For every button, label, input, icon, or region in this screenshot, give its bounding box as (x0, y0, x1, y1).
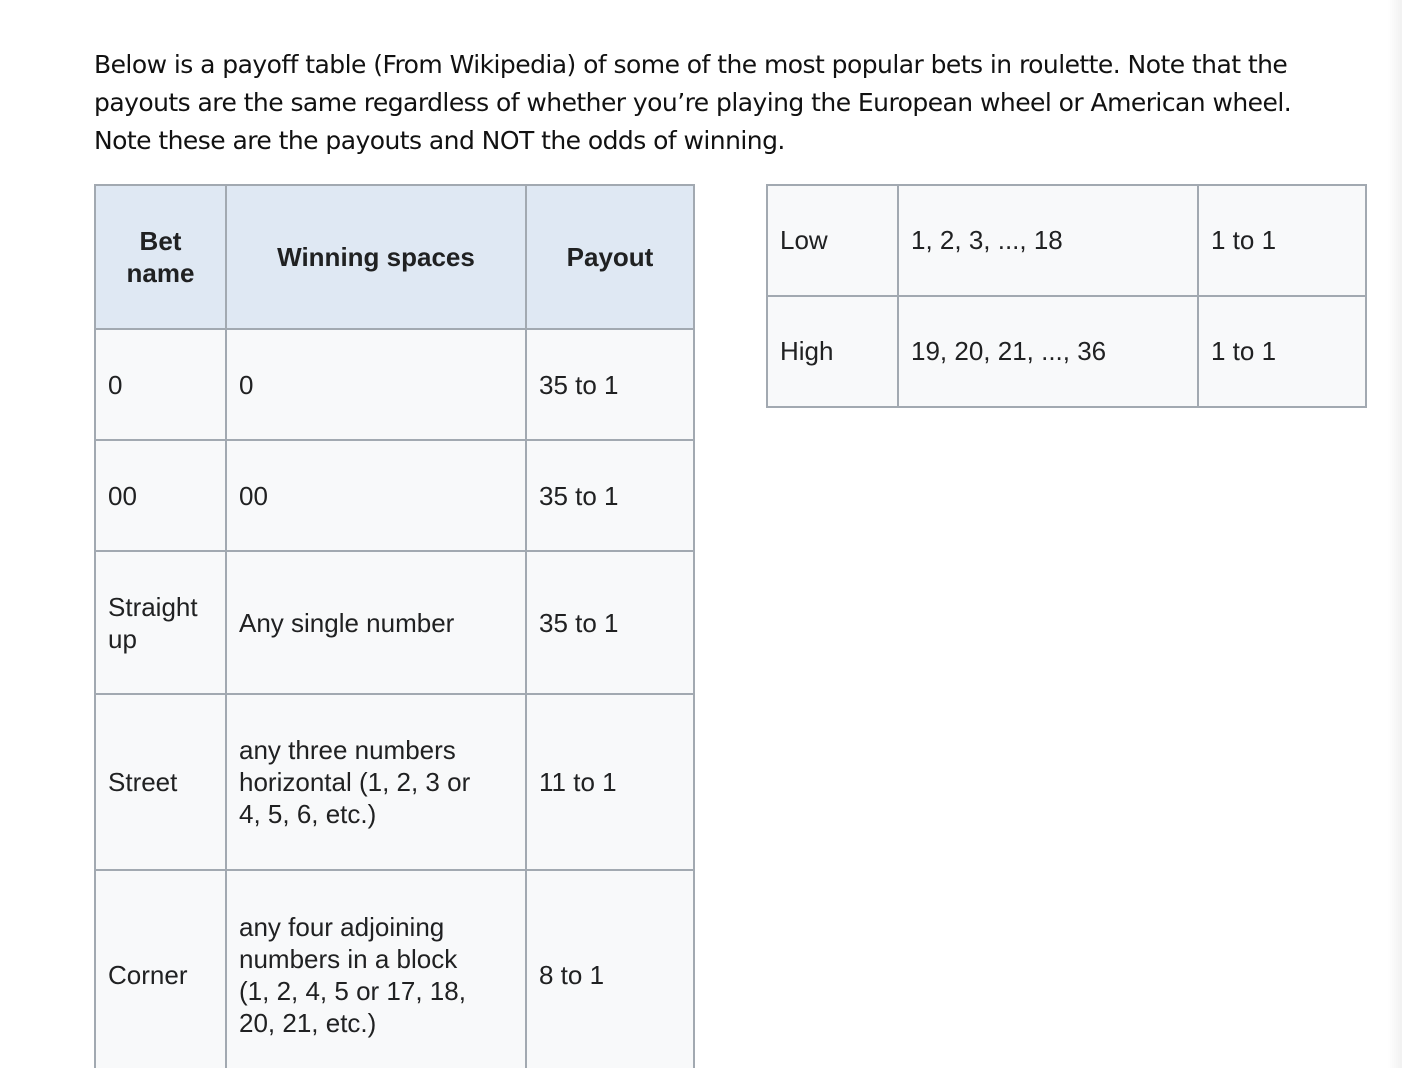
intro-line: Note these are the payouts and NOT the odds of winning. (94, 126, 785, 155)
table-row (767, 185, 1366, 296)
header-payout: Payout (526, 185, 694, 329)
winning-spaces-cell: 00 (226, 440, 526, 551)
winning-spaces-cell: any three numbers horizontal (1, 2, 3 or 4, 5, 6, etc.) (226, 694, 526, 870)
winning-spaces-cell: Any single number (226, 551, 526, 694)
header-winning-spaces: Winning spaces (226, 185, 526, 329)
bet-name-cell: Street (95, 694, 226, 870)
bet-name-cell: Straight up (95, 551, 226, 694)
payout-cell: 35 to 1 (526, 440, 694, 551)
winning-spaces-cell: 0 (226, 329, 526, 440)
intro-paragraph (94, 46, 1324, 160)
table-row (95, 440, 694, 551)
payoff-table-continued (766, 184, 1367, 408)
bet-name-cell: 0 (95, 329, 226, 440)
payout-cell: 1 to 1 (1198, 185, 1366, 296)
bet-name-cell: Low (767, 185, 898, 296)
payoff-table (94, 184, 695, 1068)
table-row (95, 694, 694, 870)
header-bet-name: Bet name (95, 185, 226, 329)
page-edge-shade (1388, 0, 1402, 1068)
intro-line: Below is a payoff table (From Wikipedia) of some of the most popular bets in roulette. Note that the (94, 50, 1288, 79)
winning-spaces-cell: any four adjoining numbers in a block (1, 2, 4, 5 or 17, 18, 20, 21, etc.) (226, 870, 526, 1068)
table-row (95, 551, 694, 694)
payout-cell: 35 to 1 (526, 551, 694, 694)
table-row (95, 870, 694, 1068)
payout-cell: 11 to 1 (526, 694, 694, 870)
intro-line: payouts are the same regardless of whether you’re playing the European wheel or American wheel. (94, 88, 1292, 117)
payout-cell: 8 to 1 (526, 870, 694, 1068)
bet-name-cell: High (767, 296, 898, 407)
table-row (767, 296, 1366, 407)
payout-cell: 35 to 1 (526, 329, 694, 440)
table-row (95, 329, 694, 440)
table-header-row (95, 185, 694, 329)
winning-spaces-cell: 19, 20, 21, ..., 36 (898, 296, 1198, 407)
winning-spaces-cell: 1, 2, 3, ..., 18 (898, 185, 1198, 296)
bet-name-cell: 00 (95, 440, 226, 551)
payout-cell: 1 to 1 (1198, 296, 1366, 407)
bet-name-cell: Corner (95, 870, 226, 1068)
